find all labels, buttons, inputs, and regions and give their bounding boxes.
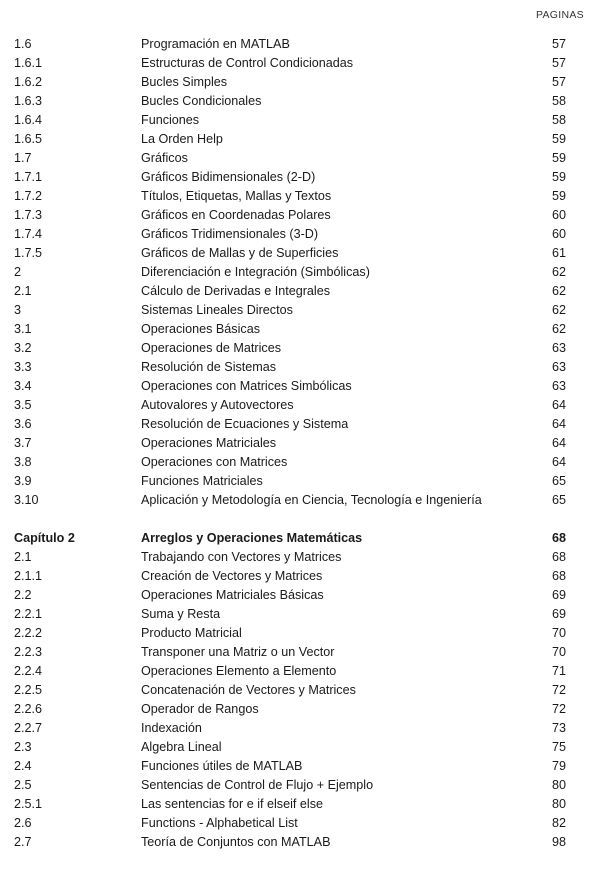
- section-number: 3.1: [14, 322, 32, 336]
- section-number: 3.2: [14, 341, 32, 355]
- page-number: 68: [551, 531, 566, 545]
- toc-entry: [0, 681, 600, 700]
- section-title: Funciones útiles de MATLAB: [141, 759, 303, 773]
- toc-entry: [0, 168, 600, 187]
- section-number: 2.2.3: [14, 645, 43, 659]
- section-title: Gráficos en Coordenadas Polares: [141, 208, 331, 222]
- page-number: 62: [551, 303, 566, 317]
- toc-entry: [0, 757, 600, 776]
- page-number: 64: [551, 436, 566, 450]
- section-title: Funciones: [141, 113, 200, 127]
- toc-entry: [0, 54, 600, 73]
- section-title: Transponer una Matriz o un Vector: [141, 645, 335, 659]
- page-number: 98: [551, 835, 566, 849]
- page-number: 64: [551, 455, 566, 469]
- toc-entry: [0, 415, 600, 434]
- page-number: 80: [551, 797, 566, 811]
- toc-entry: [0, 263, 600, 282]
- section-number: 2.2.2: [14, 626, 43, 640]
- section-number: 1.6.3: [14, 94, 43, 108]
- section-number: 2.2.7: [14, 721, 43, 735]
- section-number: 1.6.2: [14, 75, 43, 89]
- section-number: 1.7.1: [14, 170, 43, 184]
- section-number: 2.4: [14, 759, 32, 773]
- page-number: 70: [551, 626, 566, 640]
- toc-entry: [0, 833, 600, 852]
- page-number: 60: [551, 208, 566, 222]
- section-number: 3.3: [14, 360, 32, 374]
- page-number: 57: [551, 56, 566, 70]
- section-number: 3.6: [14, 417, 32, 431]
- page-number: 62: [551, 265, 566, 279]
- page-number: 58: [551, 113, 566, 127]
- section-number: 2.2.1: [14, 607, 43, 621]
- toc-entry: [0, 700, 600, 719]
- toc-entry: [0, 738, 600, 757]
- section-number: 3.9: [14, 474, 32, 488]
- toc-entry: [0, 567, 600, 586]
- section-number: 1.6.4: [14, 113, 43, 127]
- toc-entry: [0, 795, 600, 814]
- section-number: 2.2.5: [14, 683, 43, 697]
- pages-column-header: PAGINAS: [535, 9, 584, 21]
- page-number: 65: [551, 474, 566, 488]
- toc-entry: [0, 187, 600, 206]
- page-number: 72: [551, 702, 566, 716]
- section-number: 1.6: [14, 37, 32, 51]
- toc-entry: [0, 92, 600, 111]
- section-number: 3.5: [14, 398, 32, 412]
- section-title: La Orden Help: [141, 132, 223, 146]
- section-number: 3.7: [14, 436, 32, 450]
- section-number: 2.5: [14, 778, 32, 792]
- page-number: 69: [551, 607, 566, 621]
- section-title: Gráficos: [141, 151, 188, 165]
- section-title: Gráficos Tridimensionales (3-D): [141, 227, 319, 241]
- toc-entry: [0, 111, 600, 130]
- section-number: 2.1: [14, 550, 32, 564]
- page-number: 57: [551, 75, 566, 89]
- section-number: 2: [14, 265, 22, 279]
- page-number: 59: [551, 132, 566, 146]
- section-number: 1.6.1: [14, 56, 43, 70]
- page-number: 69: [551, 588, 566, 602]
- toc-entry: [0, 358, 600, 377]
- toc-entry: [0, 396, 600, 415]
- toc-entry: [0, 225, 600, 244]
- section-number: 1.7.5: [14, 246, 43, 260]
- page-number: 57: [551, 37, 566, 51]
- toc-entry: [0, 719, 600, 738]
- section-title: Creación de Vectores y Matrices: [141, 569, 323, 583]
- section-title: Operaciones con Matrices Simbólicas: [141, 379, 352, 393]
- section-number: 3.4: [14, 379, 32, 393]
- section-title: Diferenciación e Integración (Simbólicas): [141, 265, 370, 279]
- section-title: Operaciones de Matrices: [141, 341, 281, 355]
- section-number: 2.5.1: [14, 797, 43, 811]
- toc-entry: [0, 35, 600, 54]
- toc-entry: [0, 662, 600, 681]
- page-number: 59: [551, 170, 566, 184]
- section-number: 1.7: [14, 151, 32, 165]
- toc-entry: [0, 624, 600, 643]
- section-number: 2.6: [14, 816, 32, 830]
- section-title: Cálculo de Derivadas e Integrales: [141, 284, 331, 298]
- section-title: Operador de Rangos: [141, 702, 259, 716]
- toc-entry: [0, 206, 600, 225]
- section-title: Las sentencias for e if elseif else: [141, 797, 324, 811]
- page-number: 73: [551, 721, 566, 735]
- toc-entry: [0, 434, 600, 453]
- section-title: Resolución de Ecuaciones y Sistema: [141, 417, 349, 431]
- toc-entry: [0, 586, 600, 605]
- section-number: 2.1.1: [14, 569, 43, 583]
- section-title: Arreglos y Operaciones Matemáticas: [141, 531, 363, 545]
- section-title: Operaciones Elemento a Elemento: [141, 664, 337, 678]
- toc-entry: [0, 130, 600, 149]
- section-title: Teoría de Conjuntos con MATLAB: [141, 835, 331, 849]
- section-title: Trabajando con Vectores y Matrices: [141, 550, 342, 564]
- toc-entry: [0, 377, 600, 396]
- section-title: Operaciones Básicas: [141, 322, 261, 336]
- section-number: 1.6.5: [14, 132, 43, 146]
- section-title: Estructuras de Control Condicionadas: [141, 56, 354, 70]
- page-number: 59: [551, 151, 566, 165]
- toc-entry: [0, 776, 600, 795]
- section-number: 3.8: [14, 455, 32, 469]
- section-number: 3: [14, 303, 22, 317]
- section-title: Funciones Matriciales: [141, 474, 263, 488]
- section-title: Bucles Condicionales: [141, 94, 262, 108]
- section-title: Indexación: [141, 721, 202, 735]
- section-title: Autovalores y Autovectores: [141, 398, 294, 412]
- page-number: 82: [551, 816, 566, 830]
- section-number: 2.2.6: [14, 702, 43, 716]
- toc-entry: [0, 605, 600, 624]
- toc-entry: [0, 320, 600, 339]
- section-title: Algebra Lineal: [141, 740, 222, 754]
- section-title: Functions - Alphabetical List: [141, 816, 298, 830]
- section-title: Gráficos de Mallas y de Superficies: [141, 246, 339, 260]
- toc-entry: [0, 73, 600, 92]
- page-number: 70: [551, 645, 566, 659]
- section-number: 2.2.4: [14, 664, 43, 678]
- page-number: 63: [551, 341, 566, 355]
- toc-entry: [0, 548, 600, 567]
- section-number: 3.10: [14, 493, 39, 507]
- page-number: 68: [551, 569, 566, 583]
- toc-entry: [0, 244, 600, 263]
- page-number: 58: [551, 94, 566, 108]
- section-title: Programación en MATLAB: [141, 37, 290, 51]
- page-number: 62: [551, 322, 566, 336]
- page-number: 65: [551, 493, 566, 507]
- toc-entry: [0, 282, 600, 301]
- page-number: 64: [551, 417, 566, 431]
- page-number: 75: [551, 740, 566, 754]
- toc-entry: [0, 149, 600, 168]
- page-number: 68: [551, 550, 566, 564]
- toc-entry: [0, 491, 600, 510]
- section-number: 1.7.4: [14, 227, 43, 241]
- section-number: 2.2: [14, 588, 32, 602]
- page-number: 80: [551, 778, 566, 792]
- page-number: 63: [551, 379, 566, 393]
- section-number: 2.1: [14, 284, 32, 298]
- toc-entry: [0, 453, 600, 472]
- toc-entry: [0, 643, 600, 662]
- section-number: 2.3: [14, 740, 32, 754]
- page-number: 60: [551, 227, 566, 241]
- section-title: Sistemas Lineales Directos: [141, 303, 293, 317]
- section-title: Aplicación y Metodología en Ciencia, Tecnología e Ingeniería: [141, 493, 482, 507]
- section-title: Suma y Resta: [141, 607, 221, 621]
- toc-entry: [0, 301, 600, 320]
- section-title: Operaciones con Matrices: [141, 455, 288, 469]
- page-number: 63: [551, 360, 566, 374]
- section-number: Capítulo 2: [14, 531, 75, 545]
- toc-entry: [0, 472, 600, 491]
- chapter-heading-row: [0, 529, 600, 548]
- section-title: Bucles Simples: [141, 75, 228, 89]
- page-number: 61: [551, 246, 566, 260]
- page-number: 64: [551, 398, 566, 412]
- section-title: Sentencias de Control de Flujo + Ejemplo: [141, 778, 374, 792]
- page-number: 72: [551, 683, 566, 697]
- toc-entry: [0, 814, 600, 833]
- section-number: 2.7: [14, 835, 32, 849]
- section-title: Operaciones Matriciales: [141, 436, 277, 450]
- toc-entry: [0, 339, 600, 358]
- section-number: 1.7.2: [14, 189, 43, 203]
- page-number: 62: [551, 284, 566, 298]
- section-title: Operaciones Matriciales Básicas: [141, 588, 324, 602]
- page-number: 79: [551, 759, 566, 773]
- page-number: 71: [551, 664, 566, 678]
- section-title: Títulos, Etiquetas, Mallas y Textos: [141, 189, 332, 203]
- section-number: 1.7.3: [14, 208, 43, 222]
- section-title: Concatenación de Vectores y Matrices: [141, 683, 356, 697]
- section-title: Resolución de Sistemas: [141, 360, 277, 374]
- section-title: Producto Matricial: [141, 626, 242, 640]
- page-number: 59: [551, 189, 566, 203]
- section-title: Gráficos Bidimensionales (2-D): [141, 170, 316, 184]
